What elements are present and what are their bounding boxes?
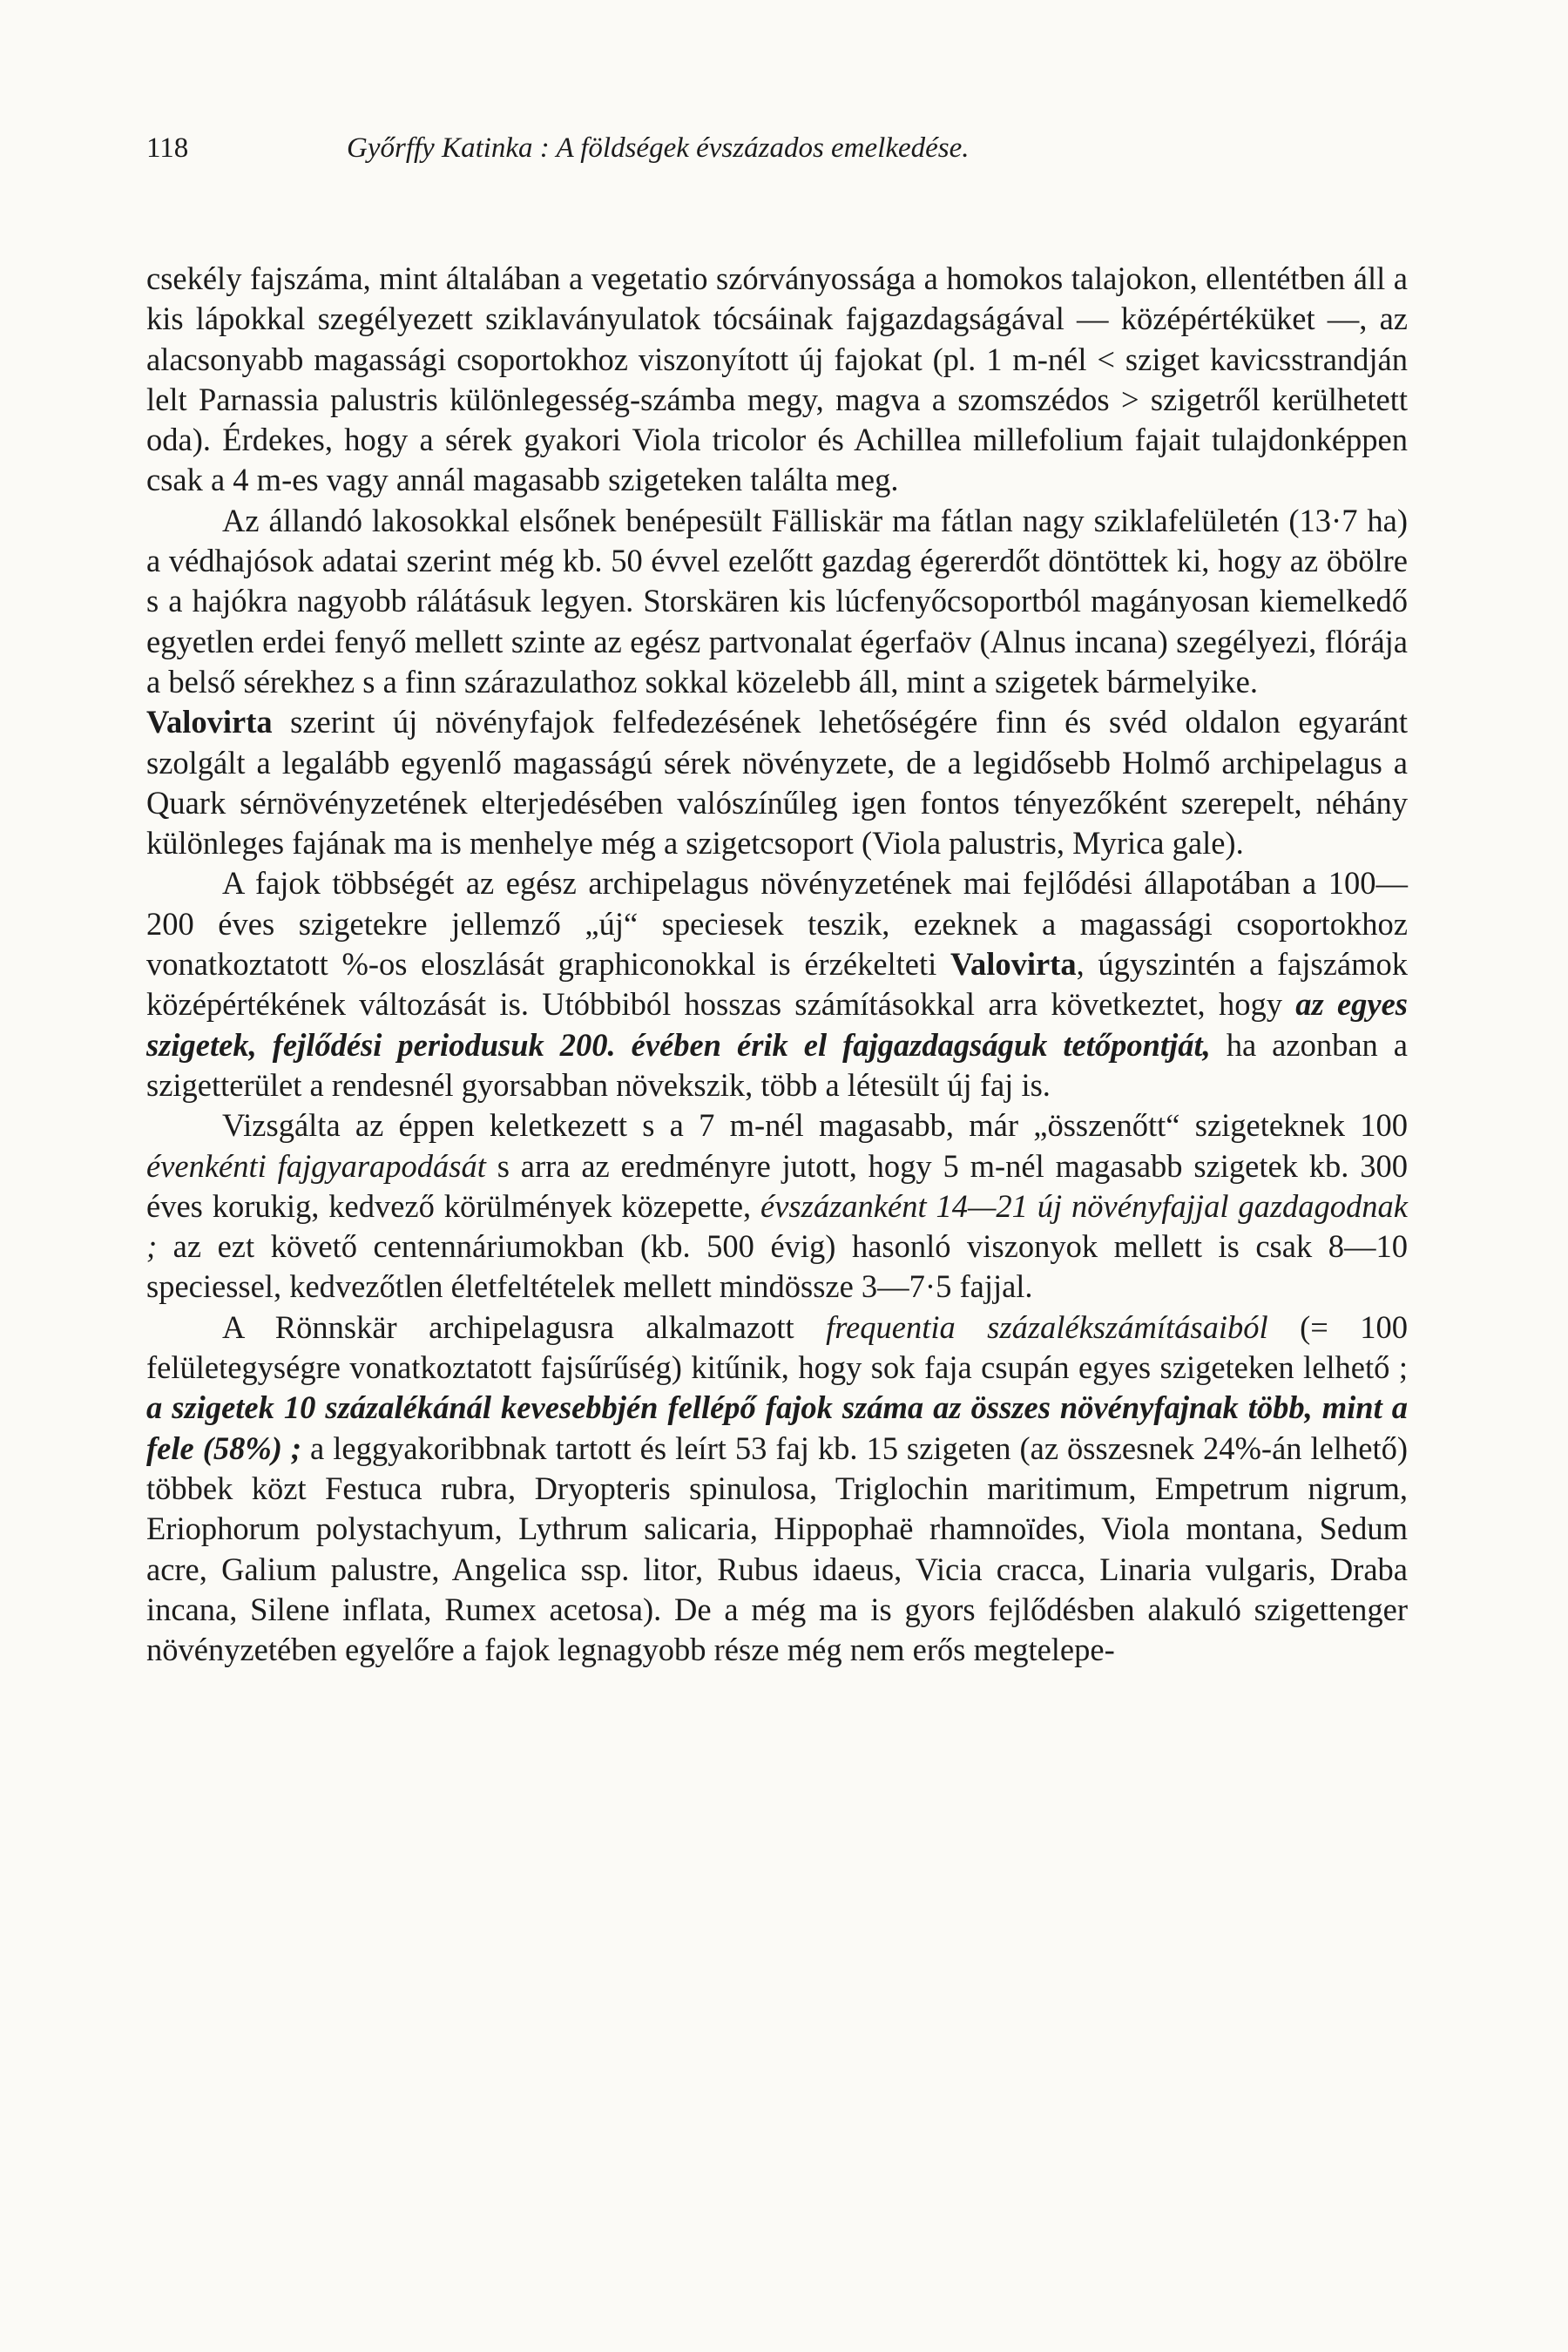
text-run: évenkénti fajgyarapodását	[146, 1147, 486, 1184]
paragraph	[146, 1105, 1408, 1307]
text-run: Vizsgálta az éppen keletkezett s a 7 m-nél magasabb, már „összenőtt“ szigeteknek 100	[222, 1107, 1408, 1144]
text-run: , úgyszintén a fajszámok középértékének változását is. Utóbbiból hosszas számításokkal arra következtet, hogy	[146, 946, 1408, 1023]
text-run: Valovirta	[146, 704, 273, 740]
text-run: csekély fajszáma, mint általában a vegetatio szórványossága a homokos talajokon, ellentétben áll a kis lápokkal szegélyezett sziklaványulatok tócsáinak fajgazdagságával — középértéküket —, az alacsonyabb magassági csoportokhoz viszonyított új fajokat (pl. 1 m-nél < sziget kavicsstrandján lelt Parnassia palustris különlegesség-számba megy, magva a szomszédos > szigetről kerülhetett oda). Érdekes, hogy a sérek gyakori Viola tricolor és Achillea millefolium fajait tulajdonképpen csak a 4 m-es vagy annál magasabb szigeteken találta meg.	[146, 260, 1408, 498]
page-number: 118	[146, 132, 189, 164]
text-run: ha azonban a szigetterület a rendesnél gyorsabban növekszik, több a létesült új faj is.	[146, 1026, 1408, 1103]
text-run: a szigetek 10 százalékánál kevesebbjén fellépő fajok száma az összes növényfajnak több, mint a fele (58%) ;	[146, 1389, 1408, 1466]
paragraph	[146, 863, 1408, 1105]
text-run: az ezt követő centennáriumokban (kb. 500 évig) hasonló viszonyok mellett is csak 8—10 speciessel, kedvezőtlen életfeltételek mellett mindössze 3—7·5 fajjal.	[146, 1228, 1408, 1305]
text-run: s arra az eredményre jutott, hogy 5 m-nél magasabb szigetek kb. 300 éves korukig, kedvező körülmények közepette,	[146, 1147, 1408, 1224]
text-run: (= 100 felületegységre vonatkoztatott fajsűrűség) kitűnik, hogy sok faja csupán egyes szigeteken lelhető ;	[146, 1308, 1408, 1386]
body-text	[146, 259, 1408, 1670]
paragraph	[146, 501, 1408, 702]
text-run: a leggyakoribbnak tartott és leírt 53 faj kb. 15 szigeten (az összesnek 24%-án lelhető) többek közt Festuca rubra, Dryopteris spinulosa, Triglochin maritimum, Empetrum nigrum, Eriophorum polystachyum, Lythrum salicaria, Hippophaë rhamnoïdes, Viola montana, Sedum acre, Galium palustre, Angelica ssp. litor, Rubus idaeus, Vicia cracca, Linaria vulgaris, Draba incana, Silene inflata, Rumex acetosa). De a még ma is gyors fejlődésben alakuló szigettenger növényzetében egyelőre a fajok legnagyobb része még nem erős megtelepe-	[146, 1429, 1408, 1668]
running-header	[146, 131, 1409, 166]
paragraph	[146, 259, 1408, 501]
text-run: az egyes szigetek, fejlődési periodusuk 200. évében érik el fajgazdagságuk tetőpontját,	[146, 986, 1408, 1063]
text-run: évszázanként 14—21 új növényfajjal gazdagodnak ;	[146, 1187, 1408, 1265]
text-run: szerint új növényfajok felfedezésének lehetőségére finn és svéd oldalon egyaránt szolgált a legalább egyenlő magasságú sérek növényzete, de a legidősebb Holmő archipelagus a Quark sérnövényzetének elterjedésében valószínűleg igen fontos tényezőként szerepelt, néhány különleges fajának ma is menhelye még a szigetcsoport (Viola palustris, Myrica gale).	[146, 704, 1408, 862]
text-run: frequentia százalékszámításaiból	[826, 1308, 1268, 1345]
text-run: A fajok többségét az egész archipelagus növényzetének mai fejlődési állapotában a 100—200 éves szigetekre jellemző „új“ speciesek teszik, ezeknek a magassági csoportokhoz vonatkoztatott %-os eloszlását graphiconokkal is érzékelteti	[146, 865, 1408, 983]
text-run: A Rönnskär archipelagusra alkalmazott	[222, 1308, 827, 1345]
paragraph	[146, 1308, 1408, 1671]
text-run: Valovirta	[950, 946, 1077, 983]
running-title: Győrffy Katinka : A földségek évszázados emelkedése.	[347, 132, 970, 164]
text-run: Az állandó lakosokkal elsőnek benépesült Fälliskär ma fátlan nagy sziklafelületén (13·7 ha) a védhajósok adatai szerint még kb. 50 évvel ezelőtt gazdag égererdőt döntöttek ki, hogy az öbölre s a hajókra nagyobb rálátásuk legyen. Storskären kis lúcfenyőcsoportból magányosan kiemelkedő egyetlen erdei fenyő mellett szinte az egész partvonalat égerfaöv (Alnus incana) szegélyezi, flórája a belső sérekhez s a finn szárazulathoz sokkal közelebb áll, mint a szigetek bármelyike.	[146, 502, 1408, 700]
paragraph	[146, 702, 1408, 863]
